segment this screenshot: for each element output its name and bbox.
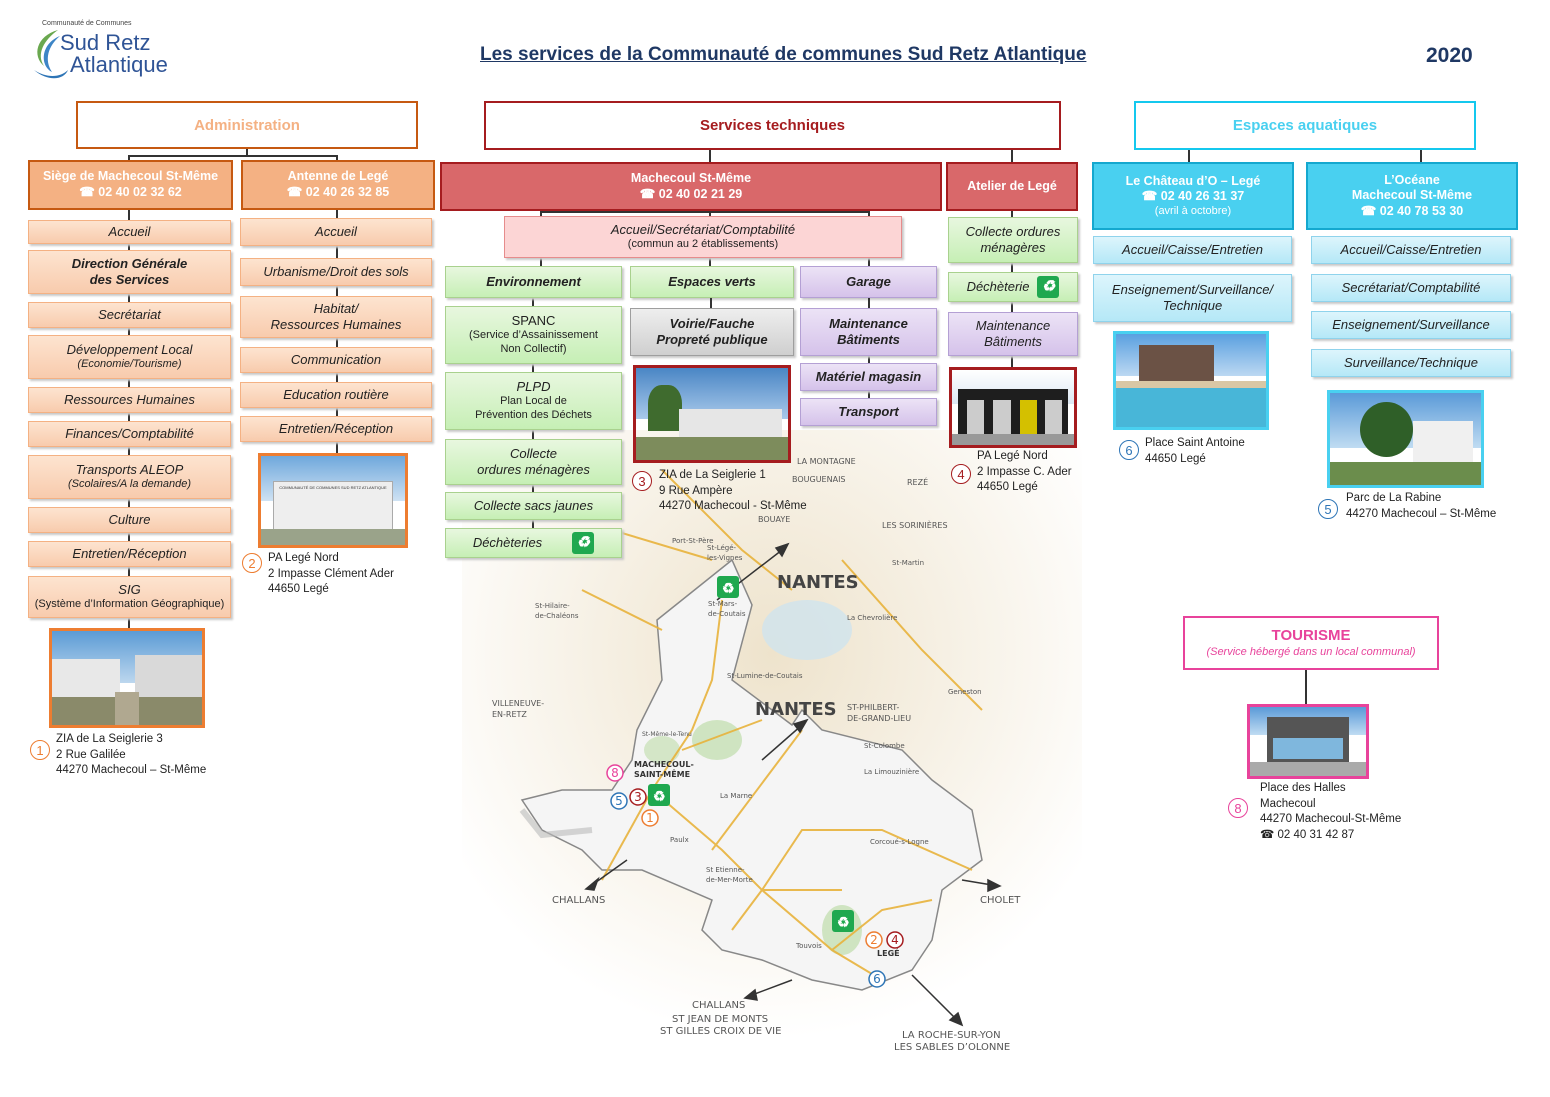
svg-text:3: 3	[634, 790, 642, 804]
tech-shared-box	[504, 216, 902, 258]
item-label: Accueil	[108, 223, 151, 239]
item-label: Matériel magasin	[815, 368, 922, 384]
siege-item	[28, 220, 231, 244]
item-label: Secrétariat/Comptabilité	[1341, 279, 1481, 295]
logo-small-text: Communauté de Communes	[42, 20, 132, 27]
map-label-st-lege: St-Légé-	[707, 544, 737, 552]
map-label-reze: REZÉ	[907, 478, 929, 487]
map-label-bouguenais: BOUGUENAIS	[792, 475, 846, 484]
env-item	[445, 492, 622, 520]
tech-machecoul-phone: ☎ 02 40 02 21 29	[639, 186, 743, 201]
item-label: Ressources Humaines	[270, 317, 402, 332]
svg-text:2: 2	[870, 933, 878, 947]
svg-text:1: 1	[646, 811, 654, 825]
item-label: Voirie/Fauche	[669, 315, 755, 331]
map-label-de-chaleons: de-Chaléons	[535, 612, 579, 620]
map-label-st-philbert: ST-PHILBERT-	[847, 703, 900, 712]
map-label-challans: CHALLANS	[552, 895, 606, 906]
atelier-photo	[949, 367, 1077, 448]
location-marker-4: 4	[951, 464, 971, 484]
item-label: Maintenance	[975, 317, 1051, 333]
item-label: Collecte ordures	[965, 223, 1061, 239]
svg-text:8: 8	[611, 766, 619, 780]
address-line: 44270 Machecoul – St-Même	[56, 764, 207, 776]
map-label-la-chevroliere: La Chevrolière	[847, 614, 898, 622]
map-label-st-jean: ST JEAN DE MONTS	[672, 1014, 769, 1025]
logo	[28, 18, 188, 90]
item-label: Maintenance Bâtiments	[829, 315, 908, 347]
address-line: 44270 Machecoul – St-Même	[1346, 507, 1497, 520]
connector	[709, 150, 711, 162]
siege-box	[28, 160, 233, 210]
map-label-saint-meme: SAINT-MÊME	[634, 770, 691, 779]
map-label-les-sables: LES SABLES D’OLONNE	[894, 1042, 1011, 1053]
address-1	[56, 732, 206, 779]
chateau-note: (avril à octobre)	[1154, 204, 1232, 217]
connector	[540, 211, 870, 213]
page-title: Les services de la Communauté de communes Sud Retz Atlantique	[480, 44, 1087, 65]
siege-building-photo	[49, 628, 205, 728]
antenne-item	[240, 218, 432, 246]
atelier-item	[948, 272, 1078, 302]
map-label-st-lumine: St-Lumine-de-Coutais	[727, 672, 803, 680]
map-label-nantes-mid: NANTES	[755, 699, 837, 720]
address-line: ZIA de La Seiglerie 3	[56, 733, 163, 745]
oceane-box	[1306, 162, 1518, 230]
map-label-st-hilaire: St-Hilaire-	[535, 602, 570, 610]
connector	[710, 298, 712, 308]
map-label-la-marne: La Marne	[720, 792, 753, 800]
chateau-pool-photo	[1113, 331, 1269, 430]
svg-text:♻: ♻	[653, 788, 666, 804]
garage-item	[800, 308, 937, 356]
item-label: Déchèteries	[472, 534, 543, 550]
antenne-item	[240, 347, 432, 373]
address-line: Parc de La Rabine	[1346, 492, 1442, 504]
item-label: Accueil	[315, 223, 357, 239]
map-label-geneston: Geneston	[948, 688, 982, 696]
map-label-les-sorinieres: LES SORINIÈRES	[882, 521, 948, 530]
svg-text:6: 6	[873, 972, 881, 986]
oceane-name: L’Océane	[1384, 172, 1440, 187]
item-label: Culture	[108, 511, 151, 527]
map-label-de-mer-morte: de-Mer-Morte	[706, 876, 753, 884]
address-line: 44270 Machecoul - St-Même	[659, 500, 807, 512]
item-label: Direction Générale	[71, 255, 188, 271]
address-line: Machecoul	[1260, 797, 1316, 810]
address-line: PA Legé Nord	[977, 450, 1048, 462]
connector	[1188, 150, 1190, 162]
item-label: des Services	[89, 272, 170, 287]
map-label-challans-bottom: CHALLANS	[692, 1000, 746, 1011]
location-marker-5: 5	[1318, 499, 1338, 519]
item-sublabel: Plan Local de	[500, 395, 567, 408]
connector	[1305, 670, 1307, 706]
tourisme-title: TOURISME	[1271, 626, 1351, 644]
item-label: Urbanisme/Droit des sols	[263, 263, 409, 279]
map-label-la-roche: LA ROCHE-SUR-YON	[902, 1030, 1001, 1041]
item-label: Accueil/Caisse/Entretien	[1340, 241, 1482, 257]
item-label: Propreté publique	[656, 332, 768, 347]
antenne-name: Antenne de Legé	[287, 169, 389, 184]
recycling-icon: ♻	[572, 532, 594, 554]
location-marker-8: 8	[1228, 798, 1248, 818]
item-label: Déchèterie	[966, 278, 1030, 294]
address-phone: ☎ 02 40 31 42 87	[1260, 828, 1355, 841]
antenne-building-photo	[258, 453, 408, 548]
address-line: 9 Rue Ampère	[659, 484, 733, 497]
address-line: Place Saint Antoine	[1145, 437, 1245, 449]
chateau-name: Le Château d’O – Legé	[1125, 173, 1261, 188]
map-label-lege: LEGÉ	[877, 949, 900, 958]
admin-header: Administration	[76, 101, 418, 149]
siege-item	[28, 302, 231, 328]
map-label-touvois: Touvois	[796, 942, 822, 950]
tourisme-sub: (Service hébergé dans un local communal)	[1206, 645, 1416, 658]
map-label-st-meme-le-tenu: St-Même-le-Tenu	[642, 731, 692, 738]
oceane-photo	[1327, 390, 1484, 488]
location-marker-3: 3	[632, 471, 652, 491]
antenne-box	[241, 160, 435, 210]
item-sublabel: (Scolaires/A la demande)	[67, 478, 192, 491]
env-item	[445, 439, 622, 485]
map-recycling-icon	[832, 910, 854, 932]
address-2	[268, 551, 394, 598]
map-label-de-grand-lieu: DE-GRAND-LIEU	[847, 714, 912, 723]
map-label-port-st-pere: Port-St-Père	[672, 537, 714, 545]
item-sublabel: (Système d’Information Géographique)	[34, 598, 225, 611]
map-label-villeneuve: VILLENEUVE-	[492, 699, 545, 708]
tourisme-box	[1183, 616, 1439, 670]
item-label: SIG	[118, 582, 141, 597]
map-label-bouaye: BOUAYE	[758, 515, 791, 524]
env-item	[445, 306, 622, 364]
item-sublabel: Prévention des Déchets	[475, 409, 592, 422]
siege-item	[28, 455, 231, 499]
garage-item	[800, 363, 937, 391]
chateau-phone: ☎ 02 40 26 31 37	[1141, 189, 1245, 204]
siege-item	[28, 335, 231, 379]
oceane-item	[1311, 311, 1511, 339]
verts-item	[630, 308, 794, 356]
address-line: 44270 Machecoul-St-Même	[1260, 813, 1402, 825]
antenne-item	[240, 258, 432, 286]
siege-item	[28, 541, 231, 567]
address-4	[977, 449, 1072, 496]
tourisme-photo	[1247, 704, 1369, 779]
chateau-item	[1093, 274, 1292, 322]
atelier-box	[946, 162, 1078, 211]
oceane-city: Machecoul St-Même	[1351, 188, 1473, 203]
siege-item	[28, 507, 231, 533]
item-label: Surveillance/Technique	[1344, 354, 1478, 370]
item-sublabel: Non Collectif)	[500, 343, 567, 356]
svg-text:♻: ♻	[837, 914, 850, 930]
item-label: Ressources Humaines	[64, 391, 195, 407]
item-label: PLPD	[516, 379, 551, 395]
recycling-icon: ♻	[1037, 276, 1059, 298]
item-sublabel: (Economie/Tourisme)	[77, 358, 182, 371]
tech-header: Services techniques	[484, 101, 1061, 150]
aqua-header: Espaces aquatiques	[1134, 101, 1476, 150]
logo-line2: Atlantique	[70, 52, 168, 77]
siege-item	[28, 250, 231, 294]
tech-machecoul-photo	[633, 365, 791, 463]
atelier-item	[948, 217, 1078, 263]
location-marker-1: 1	[30, 740, 50, 760]
territory-map	[462, 430, 1082, 1070]
item-label: Secrétariat	[98, 306, 161, 322]
item-label: ménagères	[980, 240, 1046, 255]
siege-item	[28, 421, 231, 447]
antenne-item	[240, 416, 432, 442]
atelier-name: Atelier de Legé	[967, 178, 1057, 193]
item-label: Collecte sacs jaunes	[473, 497, 594, 513]
item-label: Communication	[290, 351, 382, 367]
map-label-st-colombe: St-Colombe	[864, 742, 905, 750]
svg-text:4: 4	[891, 933, 899, 947]
item-label: Transport	[838, 403, 899, 419]
building-sign: COMMUNAUTÉ DE COMMUNES SUD RETZ ATLANTIQUE	[279, 485, 387, 491]
address-5	[1346, 491, 1496, 522]
address-line: 2 Impasse Clément Ader	[268, 567, 394, 580]
map-label-en-retz: EN-RETZ	[492, 710, 527, 719]
atelier-item	[948, 312, 1078, 356]
address-line: 2 Rue Galilée	[56, 748, 126, 761]
env-head	[445, 266, 622, 298]
connector	[1011, 150, 1013, 162]
map-label-machecoul: MACHECOUL-	[634, 760, 694, 769]
antenne-item	[240, 382, 432, 408]
map-label-les-vignes: les-Vignes	[707, 554, 743, 562]
address-line: Place des Halles	[1260, 782, 1346, 794]
chateau-box	[1092, 162, 1294, 230]
siege-name: Siège de Machecoul St-Même	[42, 169, 219, 184]
oceane-item	[1311, 236, 1511, 264]
address-line: 44650 Legé	[1145, 452, 1206, 465]
item-label: ordures ménagères	[477, 462, 590, 477]
svg-text:♻: ♻	[722, 580, 735, 596]
item-label: Développement Local	[66, 342, 193, 357]
garage-item	[800, 398, 937, 426]
env-item	[445, 372, 622, 430]
item-label: Entretien/Réception	[72, 545, 187, 561]
oceane-item	[1311, 349, 1511, 377]
map-label-nantes-top: NANTES	[777, 572, 859, 593]
oceane-phone: ☎ 02 40 78 53 30	[1360, 203, 1464, 218]
item-label: Habitat/	[313, 300, 359, 316]
garage-head	[800, 266, 937, 298]
verts-head	[630, 266, 794, 298]
item-label: Collecte	[510, 445, 557, 461]
address-line: 44650 Legé	[268, 583, 329, 595]
connector	[128, 155, 338, 157]
map-label-la-limouziniere: La Limouzinière	[864, 768, 920, 776]
map-label-st-etienne: St Etienne-	[706, 866, 745, 874]
map-label-paulx: Paulx	[670, 836, 689, 844]
map-label-cholet: CHOLET	[980, 895, 1021, 906]
address-6	[1145, 436, 1245, 467]
siege-phone: ☎ 02 40 02 32 62	[79, 185, 182, 199]
address-3	[659, 468, 807, 515]
address-8	[1260, 781, 1401, 843]
map-recycling-icon	[717, 576, 739, 598]
item-label: Finances/Comptabilité	[65, 425, 194, 441]
map-label-st-mars: St-Mars-	[708, 600, 738, 608]
map-label-corcoue: Corcoué-s-Logne	[870, 838, 929, 846]
address-line: ZIA de La Seiglerie 1	[659, 469, 766, 481]
address-line: 44650 Legé	[977, 481, 1038, 493]
address-line: 2 Impasse C. Ader	[977, 465, 1072, 478]
item-label: Entretien/Réception	[278, 420, 394, 436]
siege-item	[28, 576, 231, 618]
address-line: PA Legé Nord	[268, 552, 339, 564]
svg-text:5: 5	[615, 794, 623, 808]
shared-label: Accueil/Secrétariat/Comptabilité	[610, 222, 796, 237]
map-label-la-montagne: LA MONTAGNE	[797, 457, 856, 466]
item-label: Technique	[1162, 298, 1223, 313]
antenne-phone: ☎ 02 40 26 32 85	[286, 185, 390, 199]
garage-head-label: Garage	[846, 273, 891, 289]
year: 2020	[1426, 44, 1473, 67]
item-label: Transports ALEOP	[75, 462, 184, 477]
map-label-de-coutais: de-Coutais	[708, 610, 746, 618]
item-label: Education routière	[283, 386, 389, 402]
map-recycling-icon	[648, 784, 670, 806]
item-label: SPANC	[511, 313, 556, 329]
map-label-st-martin: St-Martin	[892, 559, 925, 567]
item-label: Enseignement/Surveillance	[1332, 316, 1490, 332]
env-head-label: Environnement	[486, 273, 581, 289]
chateau-item	[1093, 236, 1292, 264]
location-marker-6: 6	[1119, 440, 1139, 460]
logo-line1: Sud Retz	[60, 30, 151, 55]
connector	[1420, 150, 1422, 162]
siege-item	[28, 387, 231, 413]
tech-machecoul-name: Machecoul St-Même	[630, 170, 752, 185]
map-label-st-gilles: ST GILLES CROIX DE VIE	[660, 1026, 782, 1037]
shared-sublabel: (commun au 2 établissements)	[627, 238, 779, 251]
location-marker-2: 2	[242, 553, 262, 573]
item-sublabel: (Service d’Assainissement	[469, 329, 598, 342]
tech-machecoul-box	[440, 162, 942, 211]
item-label: Accueil/Caisse/Entretien	[1122, 241, 1263, 257]
env-item	[445, 528, 622, 558]
item-label: Enseignement/Surveillance/	[1111, 281, 1274, 297]
antenne-item	[240, 296, 432, 338]
item-label: Bâtiments	[984, 334, 1042, 349]
oceane-item	[1311, 274, 1511, 302]
verts-head-label: Espaces verts	[668, 273, 756, 289]
